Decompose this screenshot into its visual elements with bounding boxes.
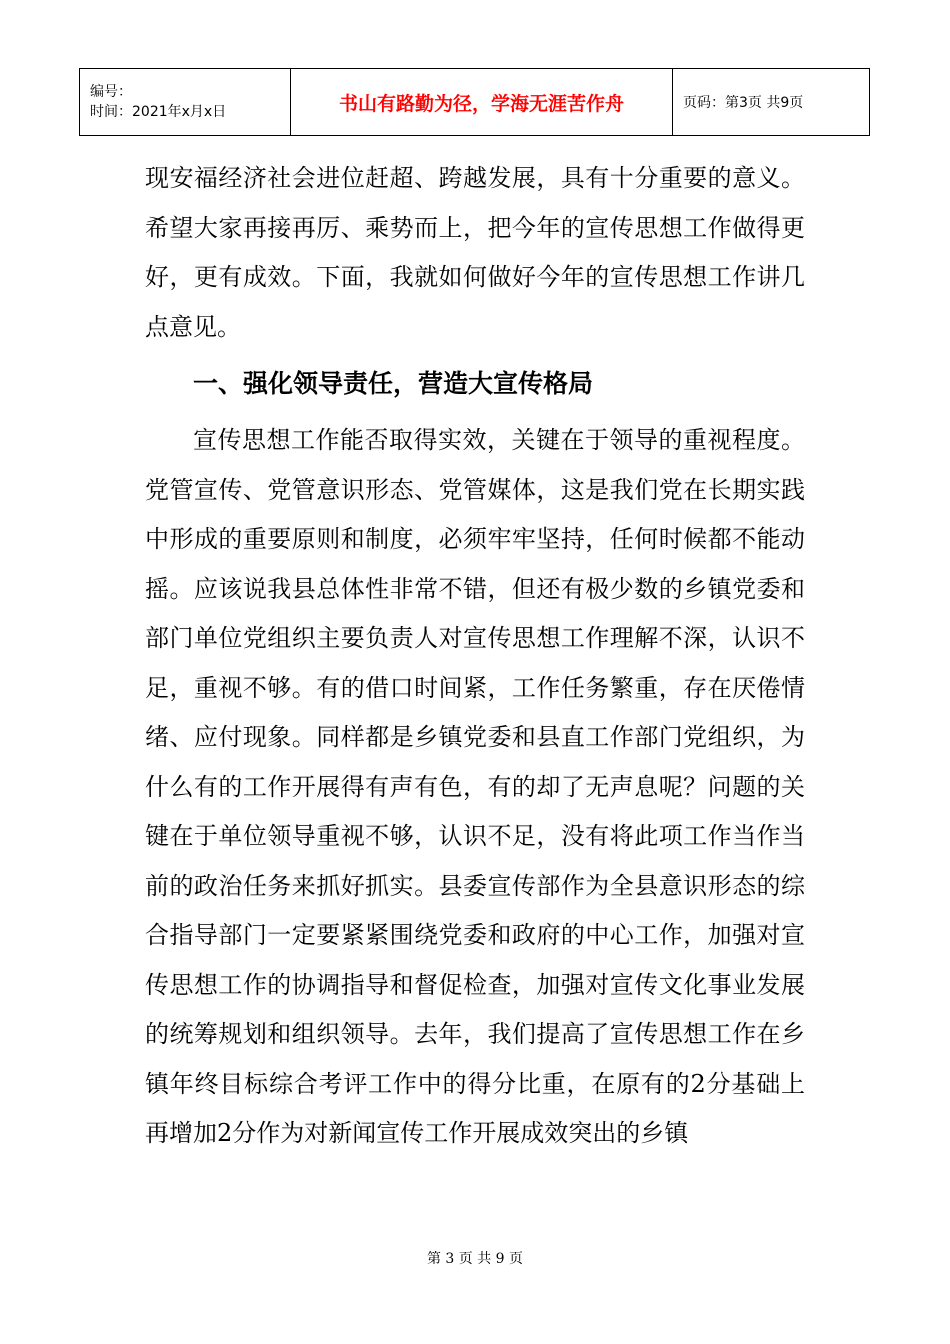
number-label: 编号： — [90, 84, 132, 100]
header-meta-cell — [80, 69, 291, 136]
header-motto: 书山有路勤为径，学海无涯苦作舟 — [291, 69, 673, 136]
paragraph-2: 宣传思想工作能否取得实效，关键在于领导的重视程度。党管宣传、党管意识形态、党管媒体，这是我们党在长期实践中形成的重要原则和制度，必须牢牢坚持，任何时候都不能动摇。应该说我县总体性非常不错，但还有极少数的乡镇党委和部门单位党组织主要负责人对宣传思想工作理解不深，认识不足，重视不够。有的借口时间紧，工作任务繁重，存在厌倦情绪、应付现象。同样都是乡镇党委和县直工作部门党组织，为什么有的工作开展得有声有色，有的却了无声息呢？问题的关键在于单位领导重视不够，认识不足，没有将此项工作当作当前的政治任务来抓好抓实。县委宣传部作为全县意识形态的综合指导部门一定要紧紧围绕党委和政府的中心工作，加强对宣传思想工作的协调指导和督促检查，加强对宣传文化事业发展的统筹规划和组织领导。去年，我们提高了宣传思想工作在乡镇年终目标综合考评工作中的得分比重，在原有的2分基础上再增加2分作为对新闻宣传工作开展成效突出的乡镇 — [145, 426, 805, 1147]
date-label: 时间：2021年x月x日 — [90, 104, 227, 120]
section-heading-1: 一、强化领导责任，营造大宣传格局 — [193, 369, 594, 398]
header-page-info: 页码：第3页 共9页 — [673, 69, 870, 136]
document-header — [79, 68, 870, 136]
paragraph-1: 现安福经济社会进位赶超、跨越发展，具有十分重要的意义。希望大家再接再厉、乘势而上，把今年的宣传思想工作做得更好，更有成效。下面，我就如何做好今年的宣传思想工作讲几点意见。 — [145, 164, 805, 341]
page-footer: 第 3 页 共 9 页 — [426, 1251, 524, 1267]
document-body — [145, 154, 805, 1159]
